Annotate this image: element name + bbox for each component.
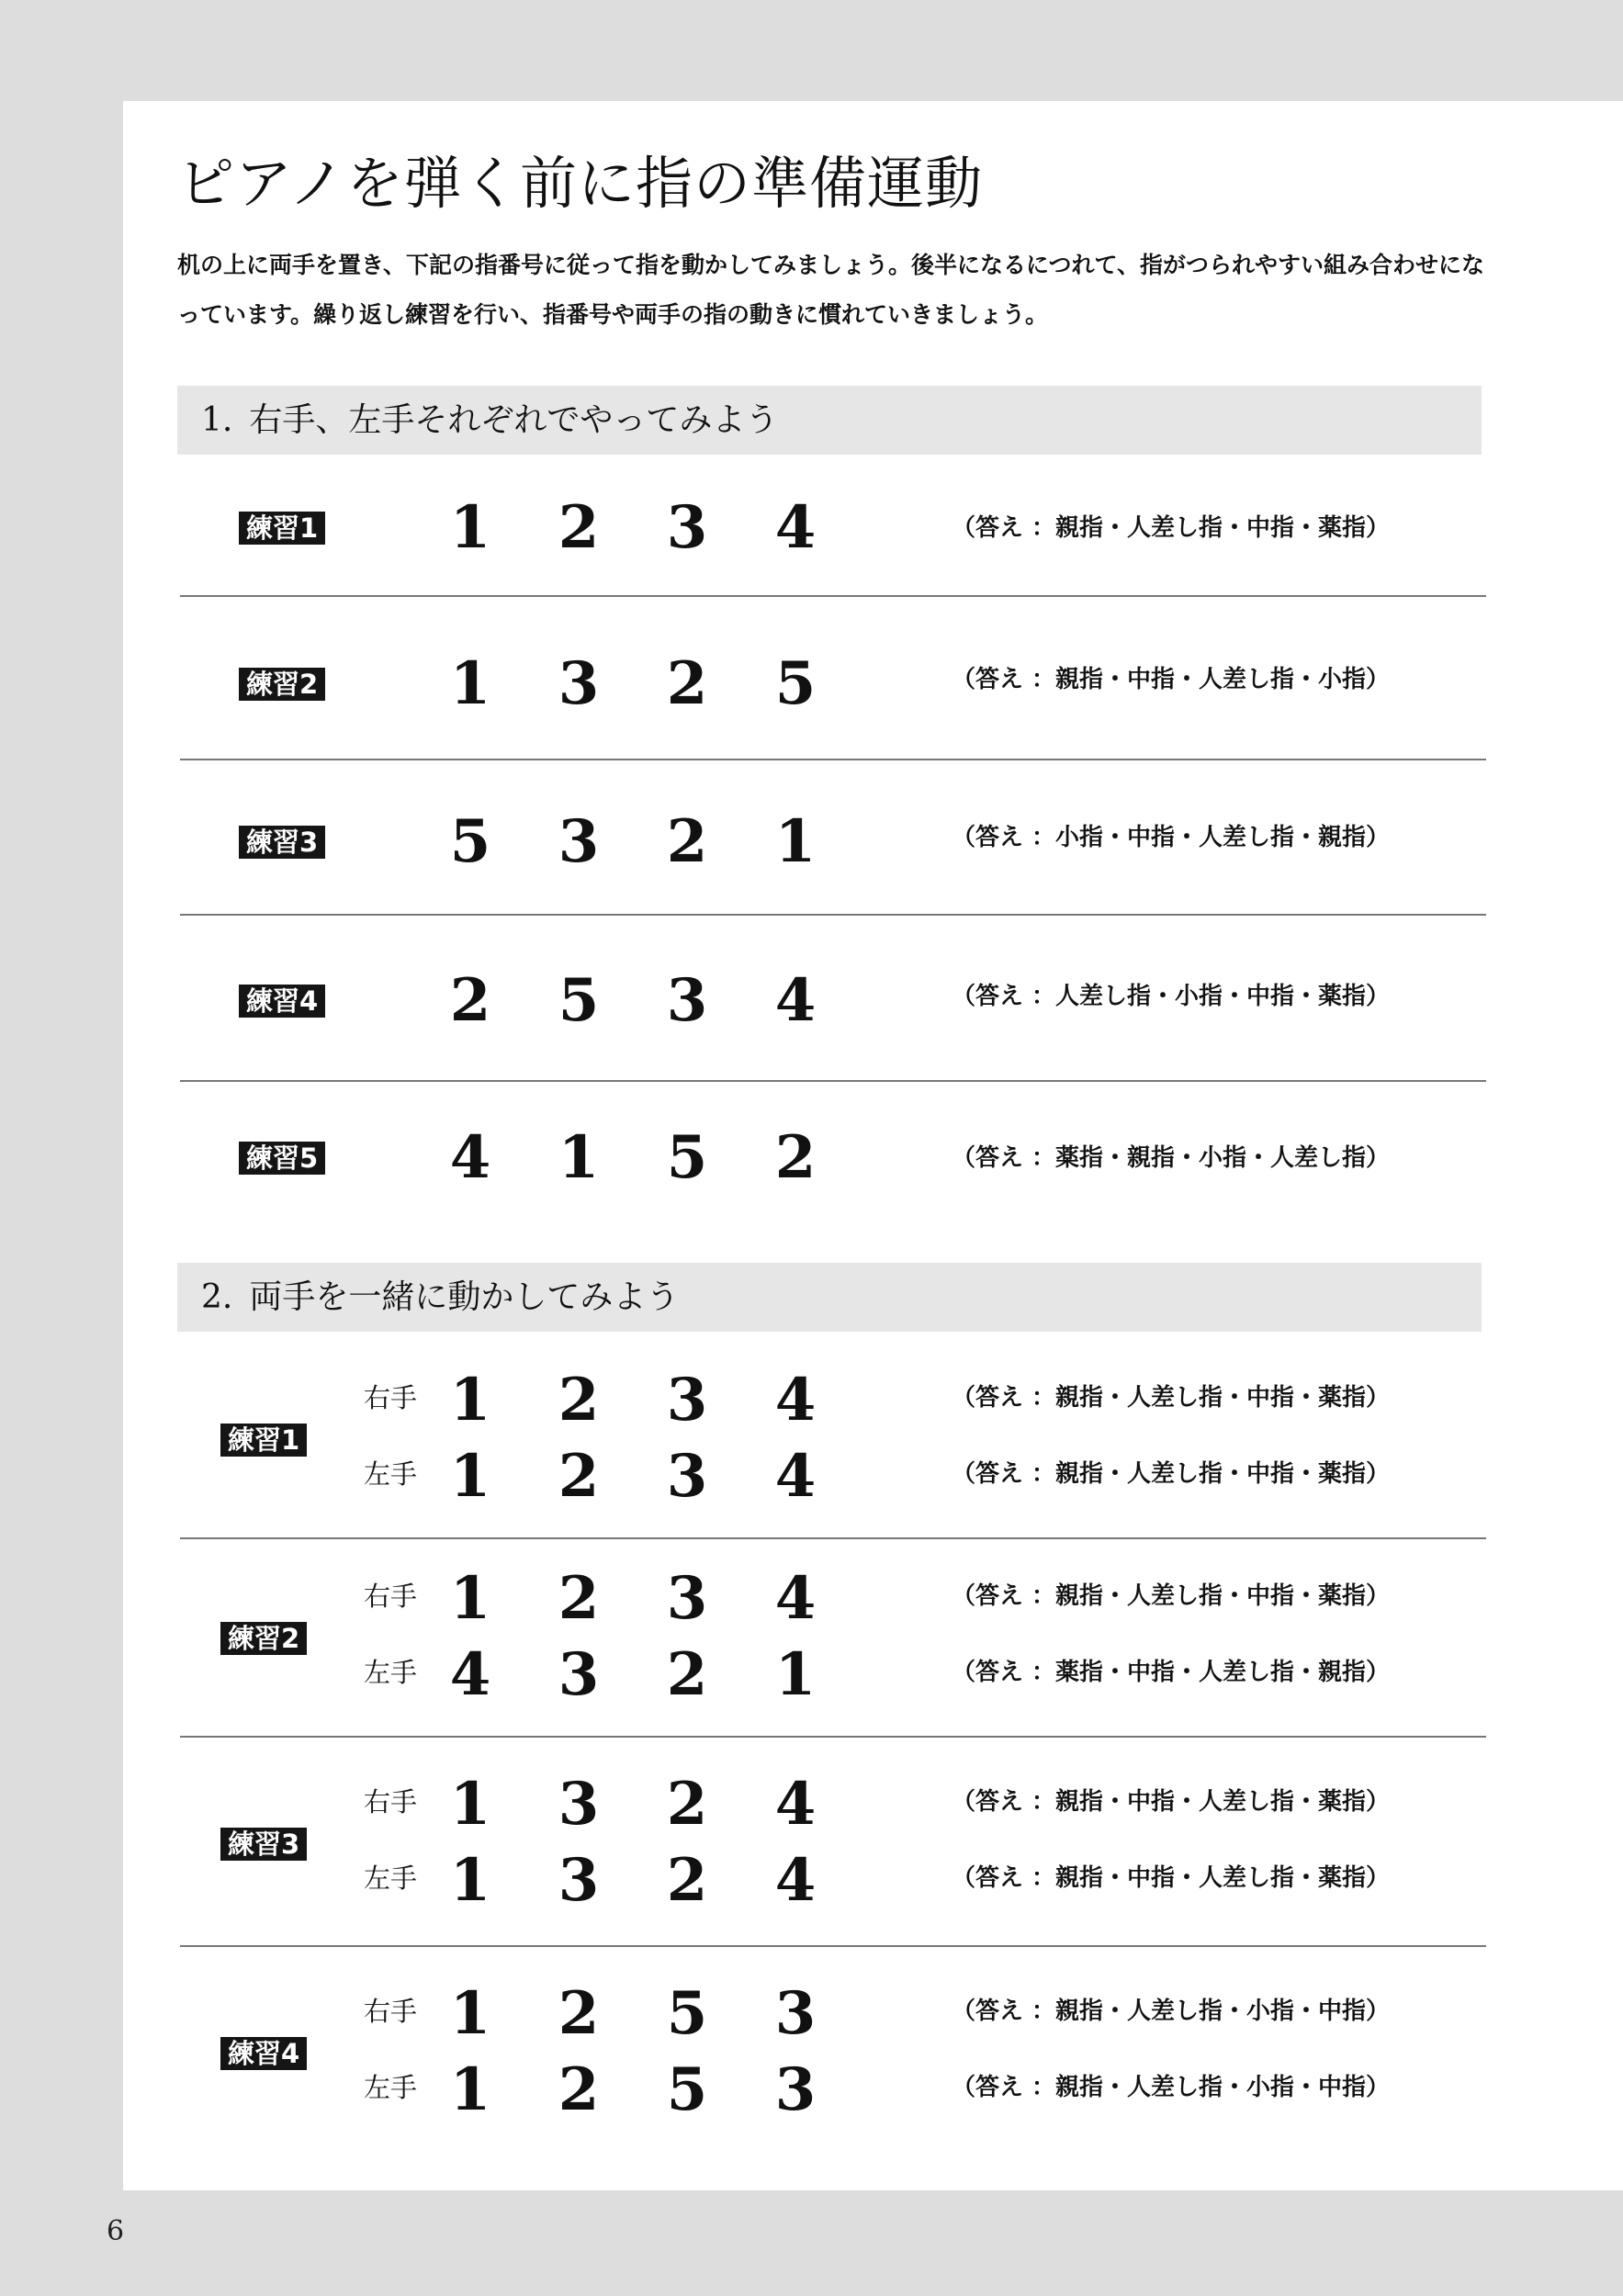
right-hand-label: 右手 [364,1382,418,1413]
finger-number: 5 [449,807,491,876]
finger-number: 4 [774,1846,817,1915]
finger-number: 5 [774,649,817,718]
exercise-badge: 練習4 [220,2037,307,2070]
finger-number: 5 [666,1979,708,2048]
finger-number: 1 [449,649,491,718]
answer-text: （答え ：親指・人差し指・小指・中指） [952,1998,1391,2025]
finger-number: 2 [666,1640,708,1709]
finger-number: 2 [558,2055,600,2124]
left-hand-label: 左手 [364,1657,418,1688]
finger-number: 3 [666,1564,708,1633]
finger-number: 1 [449,1366,491,1435]
right-hand-label: 右手 [364,1996,418,2027]
finger-number: 2 [558,1979,600,2048]
finger-number: 2 [558,1564,600,1633]
row-divider [180,1945,1486,1947]
finger-number: 4 [774,493,817,562]
left-hand-label: 左手 [364,1458,418,1490]
exercise-badge: 練習3 [239,826,325,859]
answer-text: （答え ：親指・人差し指・中指・薬指） [952,1460,1391,1488]
answer-text: （答え ：親指・人差し指・中指・薬指） [952,1384,1391,1412]
finger-number: 3 [558,649,600,718]
exercise-badge: 練習1 [239,512,325,545]
answer-text: （答え ：小指・中指・人差し指・親指） [952,824,1391,851]
page-title: ピアノを弾く前に指の準備運動 [177,150,984,217]
finger-number: 4 [774,966,817,1035]
finger-number: 1 [774,807,817,876]
exercise-badge: 練習1 [220,1424,307,1457]
finger-number: 1 [449,493,491,562]
finger-number: 3 [666,1366,708,1435]
s1-exercise-4 [180,966,1484,1035]
finger-number: 2 [449,966,491,1035]
finger-number: 2 [666,649,708,718]
row-divider [180,595,1486,597]
exercise-badge: 練習2 [220,1622,307,1655]
intro-text: 机の上に両手を置き、下記の指番号に従って指を動かしてみましょう。後半になるにつれて、指がつられやすい組み合わせになっています。繰り返し練習を行い、指番号や両手の指の動きに慣れていきましょう。 [177,252,1485,328]
finger-number: 1 [558,1123,600,1192]
answer-text: （答え ：親指・中指・人差し指・薬指） [952,1788,1391,1816]
section-2-heading [177,1263,1482,1332]
row-divider [180,914,1486,916]
answer-text: （答え ：親指・人差し指・小指・中指） [952,2074,1391,2101]
finger-number: 2 [558,1366,600,1435]
finger-number: 2 [774,1123,817,1192]
finger-number: 4 [449,1123,491,1192]
exercise-badge: 練習4 [239,985,325,1018]
left-hand-label: 左手 [364,1863,418,1894]
finger-number: 3 [558,1846,600,1915]
finger-number: 1 [449,1846,491,1915]
section-1-number: 1. [201,401,233,439]
answer-text: （答え ：親指・人差し指・中指・薬指） [952,1582,1391,1610]
finger-number: 4 [774,1442,817,1511]
finger-number: 1 [449,1442,491,1511]
answer-text: （答え ：親指・中指・人差し指・小指） [952,666,1391,693]
right-hand-label: 右手 [364,1581,418,1612]
finger-number: 4 [774,1770,817,1839]
finger-number: 3 [666,966,708,1035]
finger-number: 3 [666,493,708,562]
finger-number: 1 [449,1770,491,1839]
s2-exercise-4 [180,1979,1484,2129]
section-1-heading [177,386,1482,455]
finger-number: 5 [666,1123,708,1192]
row-divider [180,1537,1486,1539]
s2-exercise-2 [180,1564,1484,1714]
section-2-title: 両手を一緒に動かしてみよう [249,1278,680,1316]
finger-number: 3 [666,1442,708,1511]
answer-text: （答え ：人差し指・小指・中指・薬指） [952,983,1391,1010]
row-divider [180,759,1486,760]
finger-number: 2 [558,493,600,562]
finger-number: 2 [666,807,708,876]
exercise-badge: 練習5 [239,1142,325,1175]
finger-number: 2 [666,1770,708,1839]
finger-number: 1 [449,2055,491,2124]
s2-exercise-1 [180,1368,1484,1515]
s1-exercise-1 [180,493,1484,562]
finger-number: 5 [558,966,600,1035]
finger-number: 4 [774,1366,817,1435]
s2-exercise-3 [180,1770,1484,1919]
left-hand-label: 左手 [364,2072,418,2103]
exercise-badge: 練習2 [239,668,325,701]
answer-text: （答え ：親指・人差し指・中指・薬指） [952,514,1391,542]
s1-exercise-5 [180,1123,1484,1192]
finger-number: 1 [449,1564,491,1633]
answer-text: （答え ：親指・中指・人差し指・薬指） [952,1864,1391,1892]
s1-exercise-3 [180,807,1484,876]
row-divider [180,1080,1486,1082]
row-divider [180,1736,1486,1738]
finger-number: 3 [774,2055,817,2124]
finger-number: 3 [558,807,600,876]
answer-text: （答え ：薬指・親指・小指・人差し指） [952,1144,1391,1172]
finger-number: 1 [449,1979,491,2048]
right-hand-label: 右手 [364,1786,418,1818]
finger-number: 5 [666,2055,708,2124]
s1-exercise-2 [180,649,1484,718]
finger-number: 2 [666,1846,708,1915]
finger-number: 1 [774,1640,817,1709]
finger-number: 4 [449,1640,491,1709]
finger-number: 3 [774,1979,817,2048]
finger-number: 2 [558,1442,600,1511]
finger-number: 4 [774,1564,817,1633]
answer-text: （答え ：薬指・中指・人差し指・親指） [952,1659,1391,1686]
section-1-title: 右手、左手それぞれでやってみよう [249,401,779,439]
finger-number: 3 [558,1640,600,1709]
section-2-number: 2. [201,1278,233,1316]
page-number: 6 [107,2215,125,2247]
exercise-badge: 練習3 [220,1828,307,1861]
finger-number: 3 [558,1770,600,1839]
